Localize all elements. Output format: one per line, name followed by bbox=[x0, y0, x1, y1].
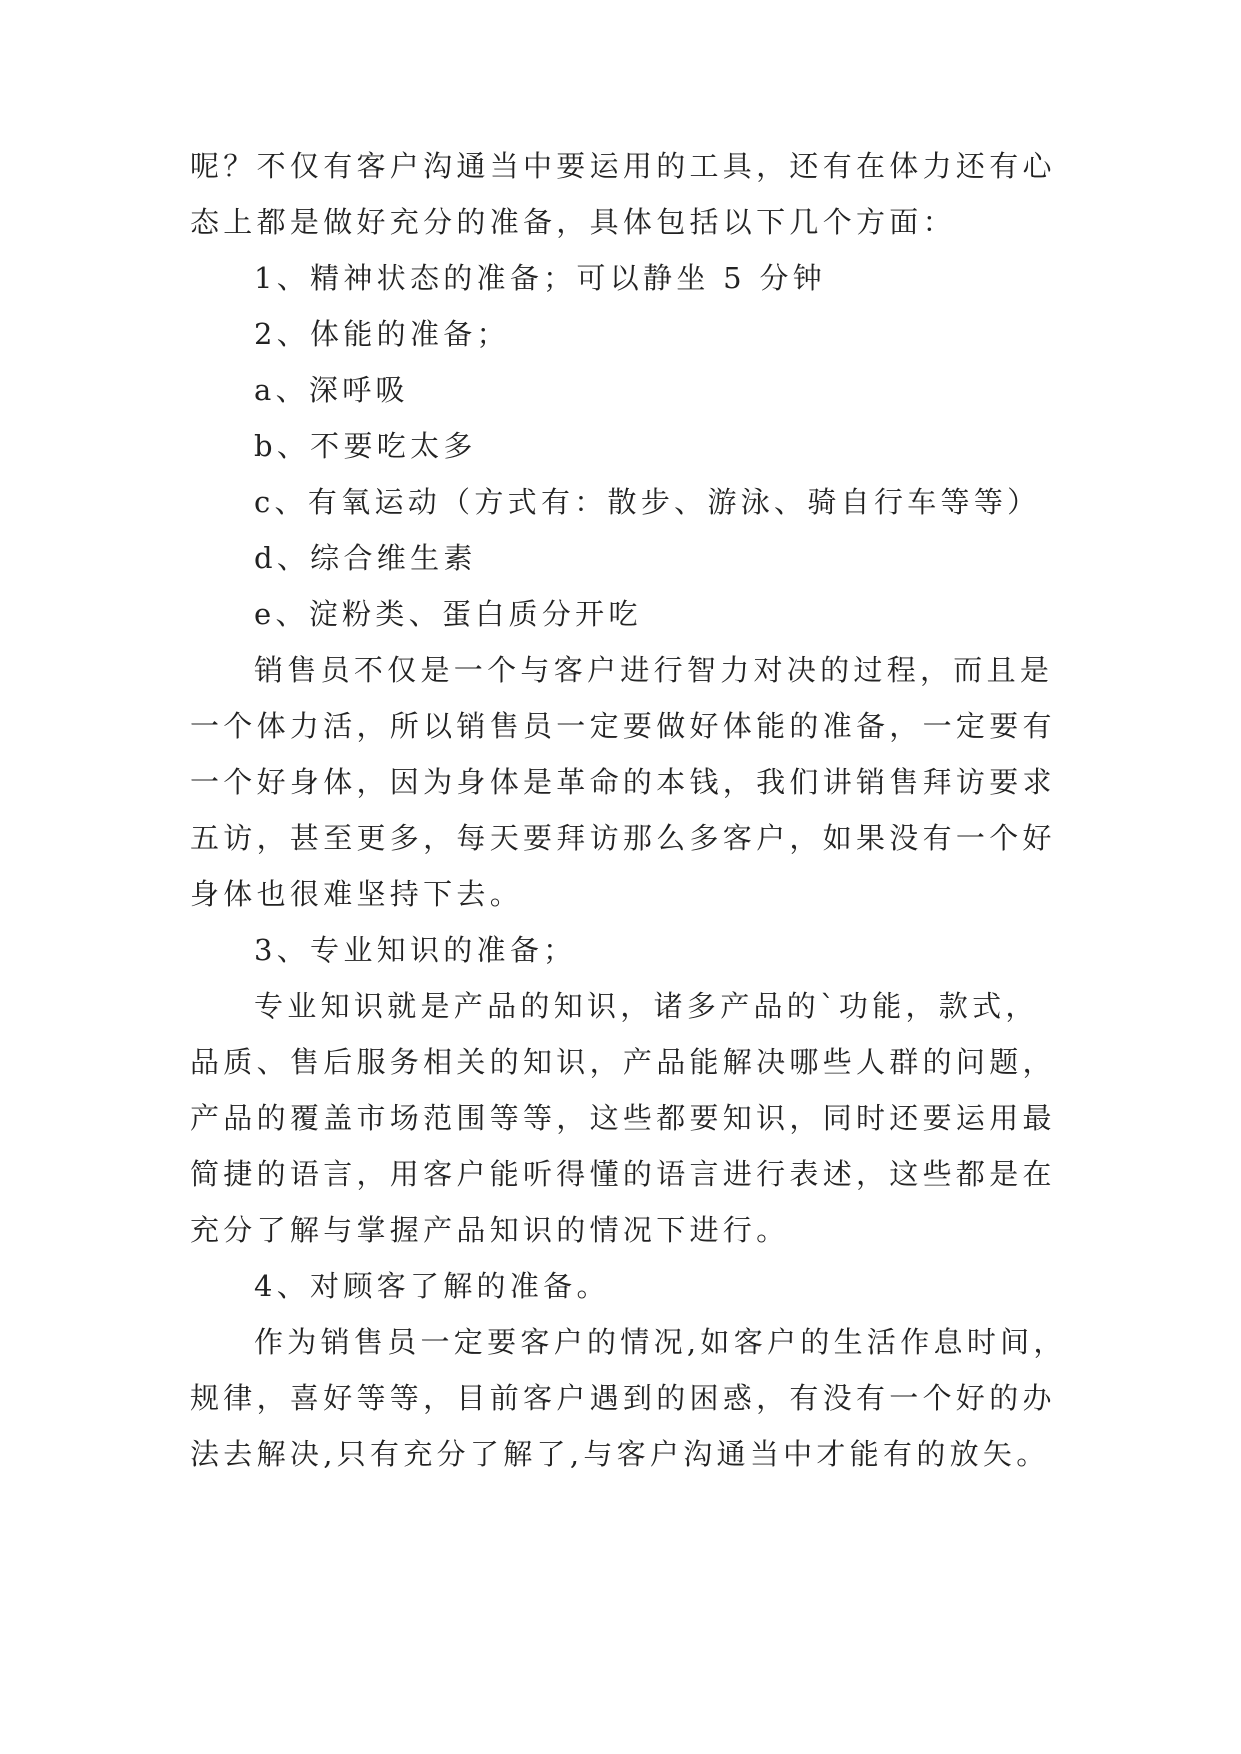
list-item-physical: 2、体能的准备； bbox=[254, 317, 510, 351]
paragraph-line: 产品的覆盖市场范围等等，这些都要知识，同时还要运用最 bbox=[190, 1101, 1056, 1135]
paragraph-line: 呢？不仅有客户沟通当中要运用的工具，还有在体力还有心 bbox=[190, 149, 1056, 183]
list-item-mental-state: 1、精神状态的准备；可以静坐 5 分钟 bbox=[254, 261, 827, 295]
paragraph-line: 一个好身体，因为身体是革命的本钱，我们讲销售拜访要求 bbox=[190, 765, 1056, 799]
paragraph-line: 专业知识就是产品的知识，诸多产品的`功能，款式， bbox=[254, 989, 1039, 1023]
paragraph-line: 简捷的语言，用客户能听得懂的语言进行表述，这些都是在 bbox=[190, 1157, 1056, 1191]
paragraph-line: 充分了解与掌握产品知识的情况下进行。 bbox=[190, 1213, 790, 1247]
list-item-customer-knowledge: 4、对顾客了解的准备。 bbox=[254, 1269, 610, 1303]
paragraph-line: 法去解决,只有充分了解了,与客户沟通当中才能有的放矢。 bbox=[190, 1437, 1050, 1471]
sub-item-e: e、淀粉类、蛋白质分开吃 bbox=[254, 597, 642, 631]
sub-item-b: b、不要吃太多 bbox=[254, 429, 477, 463]
sub-item-d: d、综合维生素 bbox=[254, 541, 477, 575]
paragraph-line: 规律，喜好等等，目前客户遇到的困惑，有没有一个好的办 bbox=[190, 1381, 1056, 1415]
paragraph-line: 态上都是做好充分的准备，具体包括以下几个方面： bbox=[190, 205, 956, 239]
paragraph-line: 作为销售员一定要客户的情况,如客户的生活作息时间， bbox=[254, 1325, 1067, 1359]
paragraph-line: 五访，甚至更多，每天要拜访那么多客户，如果没有一个好 bbox=[190, 821, 1056, 855]
list-item-product-knowledge: 3、专业知识的准备； bbox=[254, 933, 577, 967]
sub-item-c: c、有氧运动（方式有：散步、游泳、骑自行车等等） bbox=[254, 485, 1041, 519]
paragraph-line: 身体也很难坚持下去。 bbox=[190, 877, 524, 911]
paragraph-line: 品质、售后服务相关的知识，产品能解决哪些人群的问题， bbox=[190, 1045, 1056, 1079]
sub-item-a: a、深呼吸 bbox=[254, 373, 409, 407]
paragraph-line: 一个体力活，所以销售员一定要做好体能的准备，一定要有 bbox=[190, 709, 1056, 743]
paragraph-line: 销售员不仅是一个与客户进行智力对决的过程，而且是 bbox=[254, 653, 1054, 687]
